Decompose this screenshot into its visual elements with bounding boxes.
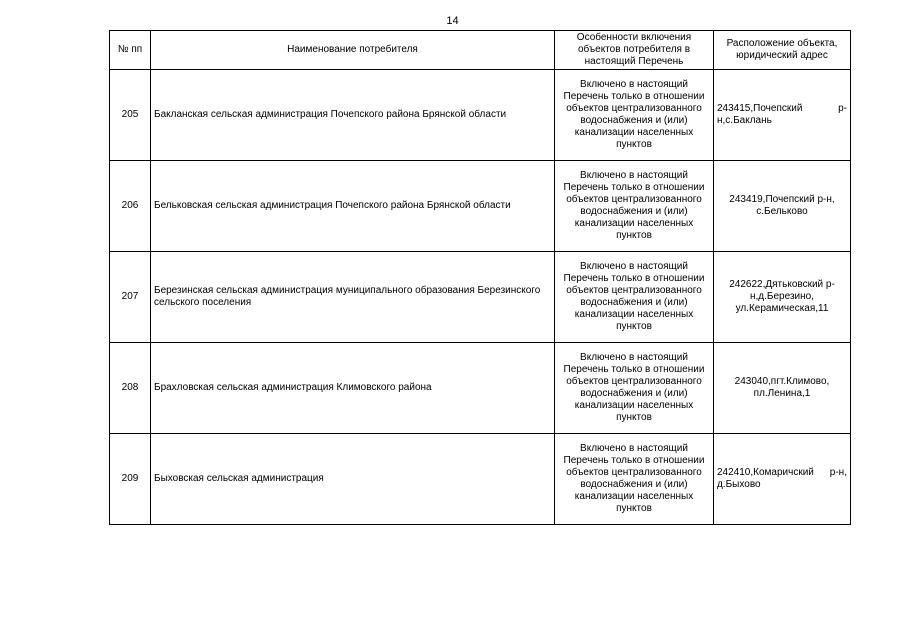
row-name: Бакланская сельская администрация Почепского района Брянской области <box>151 70 555 161</box>
header-number: № пп <box>110 31 151 70</box>
row-number: 208 <box>110 343 151 434</box>
header-row <box>110 31 851 70</box>
consumer-register-table <box>109 30 851 525</box>
table-row <box>110 343 851 434</box>
table-row <box>110 252 851 343</box>
row-name: Брахловская сельская администрация Климовского района <box>151 343 555 434</box>
row-features: Включено в настоящий Перечень только в отношении объектов централизованного водоснабжения и (или) канализации населенных пунктов <box>555 434 714 525</box>
row-address: 243419,Почепский р-н, с.Бельково <box>714 161 851 252</box>
header-features: Особенности включения объектов потребителя в настоящий Перечень <box>555 31 714 70</box>
page-number: 14 <box>446 15 459 27</box>
row-address: 243415,Почепский р-н,с.Баклань <box>714 70 851 161</box>
table-body <box>110 70 851 525</box>
row-features: Включено в настоящий Перечень только в отношении объектов централизованного водоснабжения и (или) канализации населенных пунктов <box>555 343 714 434</box>
row-number: 205 <box>110 70 151 161</box>
header-name: Наименование потребителя <box>151 31 555 70</box>
row-name: Быховская сельская администрация <box>151 434 555 525</box>
table-row <box>110 70 851 161</box>
row-address: 243040,пгт.Климово, пл.Ленина,1 <box>714 343 851 434</box>
row-number: 206 <box>110 161 151 252</box>
table-header <box>110 31 851 70</box>
row-name: Бельковская сельская администрация Почепского района Брянской области <box>151 161 555 252</box>
row-name: Березинская сельская администрация муниципального образования Березинского сельского поселения <box>151 252 555 343</box>
row-features: Включено в настоящий Перечень только в отношении объектов централизованного водоснабжения и (или) канализации населенных пунктов <box>555 161 714 252</box>
header-address: Расположение объекта, юридический адрес <box>714 31 851 70</box>
row-features: Включено в настоящий Перечень только в отношении объектов централизованного водоснабжения и (или) канализации населенных пунктов <box>555 70 714 161</box>
table-row <box>110 434 851 525</box>
row-number: 209 <box>110 434 151 525</box>
table-row <box>110 161 851 252</box>
row-address: 242622,Дятьковский р-н,д.Березино, ул.Керамическая,11 <box>714 252 851 343</box>
row-features: Включено в настоящий Перечень только в отношении объектов централизованного водоснабжения и (или) канализации населенных пунктов <box>555 252 714 343</box>
row-address: 242410,Комаричский р-н, д.Быхово <box>714 434 851 525</box>
row-number: 207 <box>110 252 151 343</box>
